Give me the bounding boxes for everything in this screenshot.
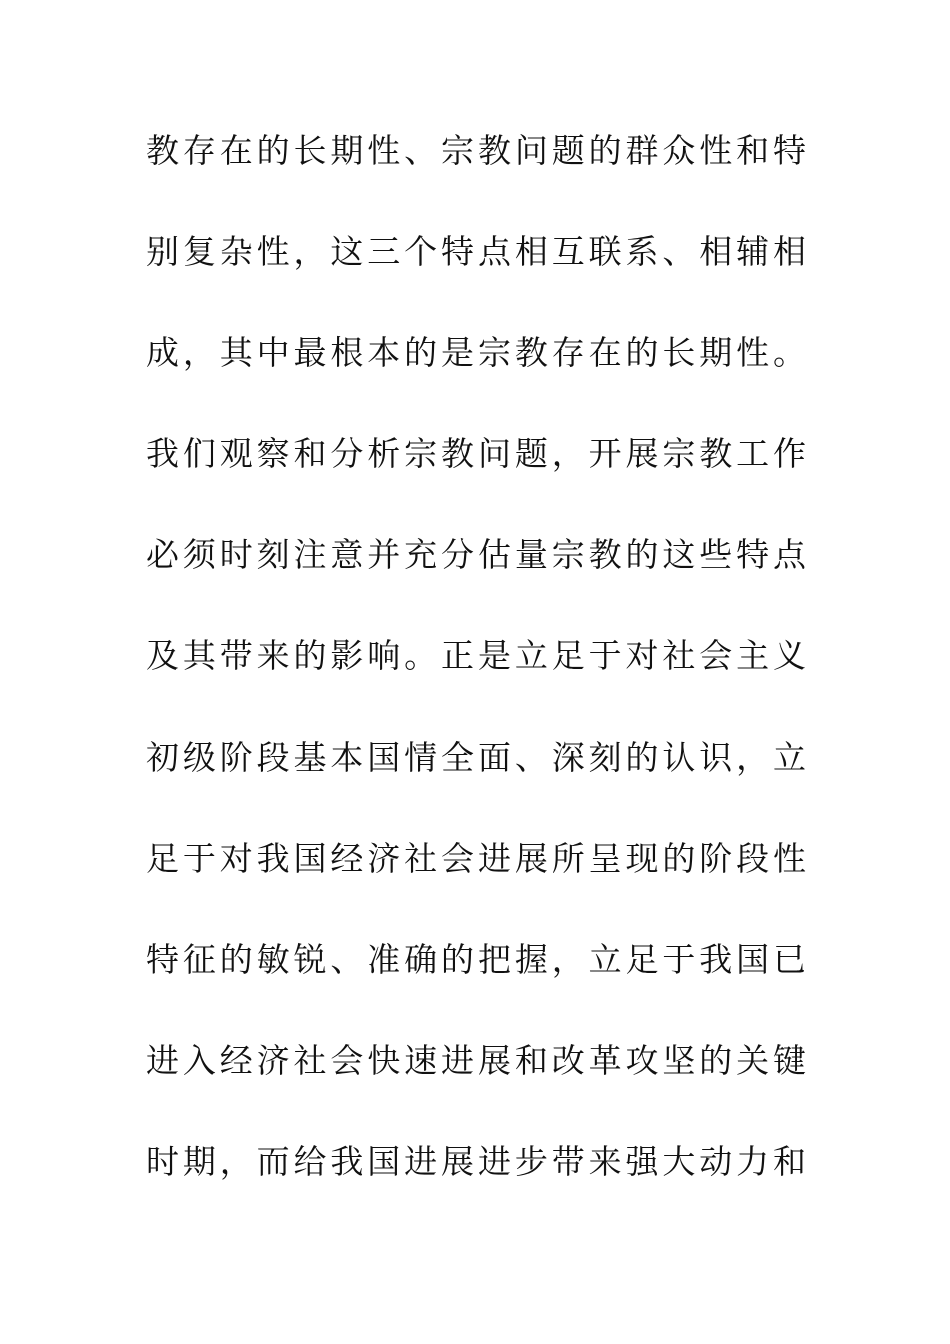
text-line-10: 进入经济社会快速进展和改革攻坚的关键 — [146, 1040, 806, 1080]
text-line-1: 教存在的长期性、宗教问题的群众性和特 — [146, 131, 806, 170]
text-line-8: 足于对我国经济社会进展所呈现的阶段性 — [146, 838, 806, 878]
text-line-7: 初级阶段基本国情全面、深刻的认识，立 — [146, 737, 806, 777]
text-line-11: 时期，而给我国进展进步带来强大动力和 — [146, 1141, 806, 1181]
body-text — [146, 121, 806, 1233]
text-line-6: 及其带来的影响。正是立足于对社会主义 — [146, 636, 806, 676]
text-line-9: 特征的敏锐、准确的把握，立足于我国已 — [146, 939, 806, 979]
text-line-2: 别复杂性，这三个特点相互联系、相辅相 — [146, 232, 806, 272]
text-line-3: 成，其中最根本的是宗教存在的长期性。 — [146, 333, 806, 373]
text-line-4: 我们观察和分析宗教问题，开展宗教工作 — [146, 434, 806, 474]
text-line-5: 必须时刻注意并充分估量宗教的这些特点 — [146, 535, 806, 575]
